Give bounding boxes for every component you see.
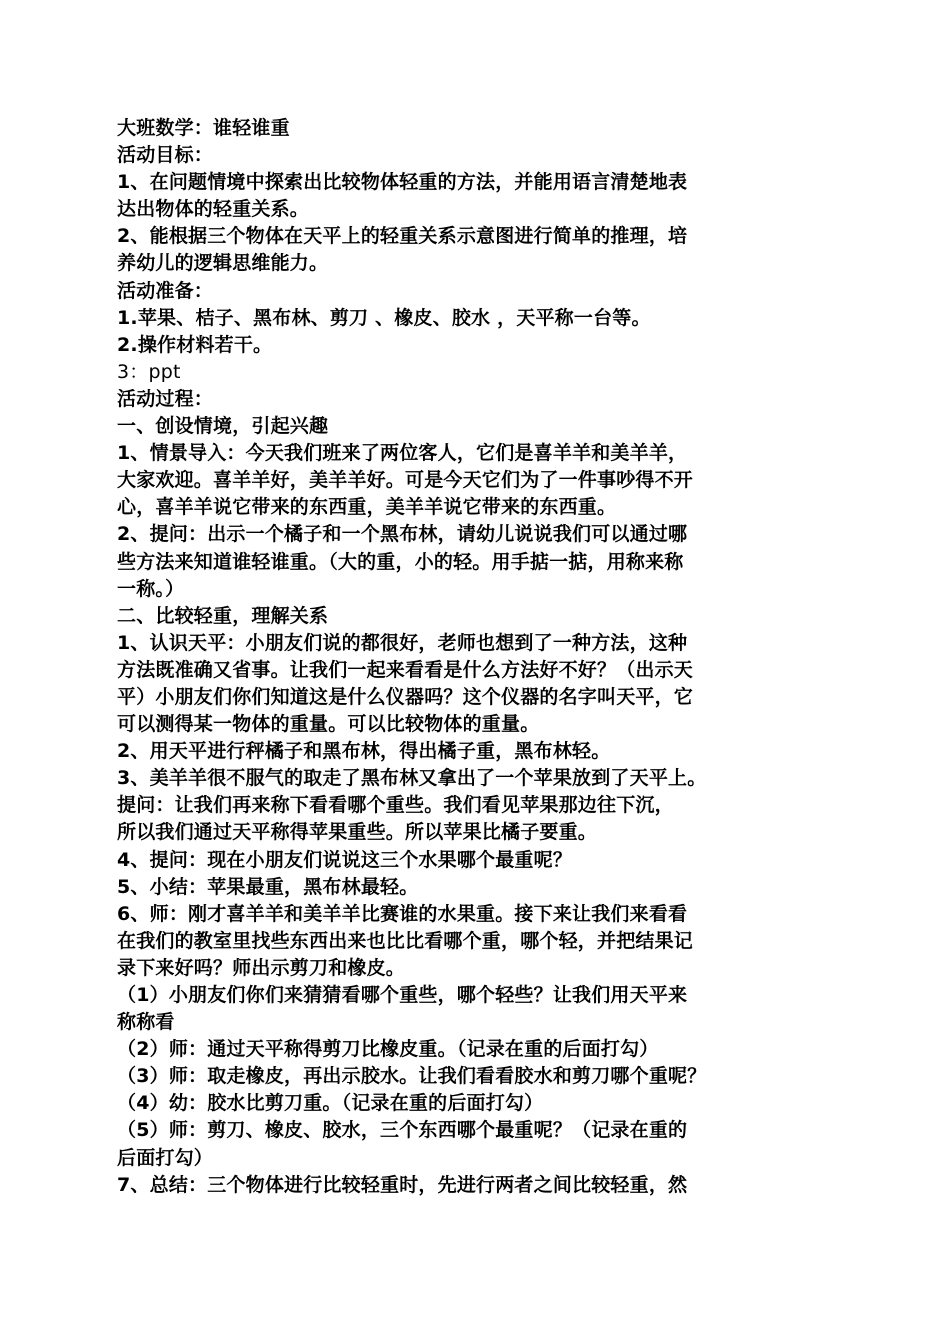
text-line: 6、师：刚才喜羊羊和美羊羊比赛谁的水果重。接下来让我们来看看 (117, 902, 688, 925)
text-line: 些方法来知道谁轻谁重。（大的重，小的轻。用手掂一掂，用称来称 (117, 550, 684, 573)
text-line: 平）小朋友们你们知道这是什么仪器吗？这个仪器的名字叫天平，它 (117, 685, 694, 708)
text-line: 活动目标： (117, 144, 214, 167)
text-line: 1、在问题情境中探索出比较物体轻重的方法，并能用语言清楚地表 (117, 171, 688, 194)
text-line: 所以我们通过天平称得苹果重些。所以苹果比橘子要重。 (117, 821, 598, 844)
text-line: 4、提问：现在小朋友们说说这三个水果哪个最重呢？ (117, 848, 573, 871)
text-line: 一称。） (117, 577, 185, 600)
text-line: （5）师：剪刀、橡皮、胶水，三个东西哪个最重呢？（记录在重的 (117, 1119, 688, 1142)
text-line: 2、用天平进行秤橘子和黑布林，得出橘子重，黑布林轻。 (117, 740, 611, 763)
text-line: 后面打勾） (117, 1146, 214, 1169)
text-line: 活动过程： (117, 387, 214, 410)
text-line: 二、比较轻重，理解关系 (117, 604, 329, 627)
text-line: 1.苹果、桔子、黑布林、剪刀 、橡皮、胶水 ，天平称一台等。 (117, 306, 651, 329)
text-line: 3、美羊羊很不服气的取走了黑布林又拿出了一个苹果放到了天平上。 (117, 767, 707, 790)
text-line: 一、创设情境，引起兴趣 (117, 415, 329, 438)
text-line: 可以测得某一物体的重量。可以比较物体的重量。 (117, 713, 540, 736)
text-line: 7、总结：三个物体进行比较轻重时，先进行两者之间比较轻重，然 (117, 1173, 688, 1196)
text-line: 在我们的教室里找些东西出来也比比看哪个重，哪个轻，并把结果记 (117, 929, 694, 952)
text-line: 录下来好吗？师出示剪刀和橡皮。 (117, 956, 406, 979)
text-line: 活动准备： (117, 279, 214, 302)
text-line: （4）幼：胶水比剪刀重。（记录在重的后面打勾） (117, 1092, 544, 1115)
text-line: 称称看 (117, 1011, 175, 1034)
text-line: 1、认识天平：小朋友们说的都很好，老师也想到了一种方法，这种 (117, 631, 688, 654)
text-line: 养幼儿的逻辑思维能力。 (117, 252, 329, 275)
text-line: 达出物体的轻重关系。 (117, 198, 310, 221)
text-line: 大家欢迎。喜羊羊好，美羊羊好。可是今天它们为了一件事吵得不开 (117, 469, 694, 492)
text-line: 方法既准确又省事。让我们一起来看看是什么方法好不好？（出示天 (117, 658, 694, 681)
text-line: 1、情景导入：今天我们班来了两位客人，它们是喜羊羊和美羊羊， (117, 442, 688, 465)
text-line: 心，喜羊羊说它带来的东西重，美羊羊说它带来的东西重。 (117, 496, 617, 519)
text-line: （1）小朋友们你们来猜猜看哪个重些，哪个轻些？让我们用天平来 (117, 984, 688, 1006)
document-body (117, 115, 857, 1199)
text-line: 大班数学：谁轻谁重 (117, 117, 290, 139)
text-line: 提问：让我们再来称下看看哪个重些。我们看见苹果那边往下沉， (117, 794, 674, 817)
text-line: （3）师：取走橡皮，再出示胶水。让我们看看胶水和剪刀哪个重呢？ (117, 1065, 707, 1088)
text-line: （2）师：通过天平称得剪刀比橡皮重。（记录在重的后面打勾） (117, 1038, 659, 1061)
text-line: 2.操作材料若干。 (117, 333, 273, 356)
text-line: 3：ppt (117, 360, 181, 383)
text-line: 2、能根据三个物体在天平上的轻重关系示意图进行简单的推理，培 (117, 225, 688, 248)
text-line: 2、提问：出示一个橘子和一个黑布林，请幼儿说说我们可以通过哪 (117, 523, 688, 546)
text-line: 5、小结：苹果最重，黑布林最轻。 (117, 875, 419, 898)
